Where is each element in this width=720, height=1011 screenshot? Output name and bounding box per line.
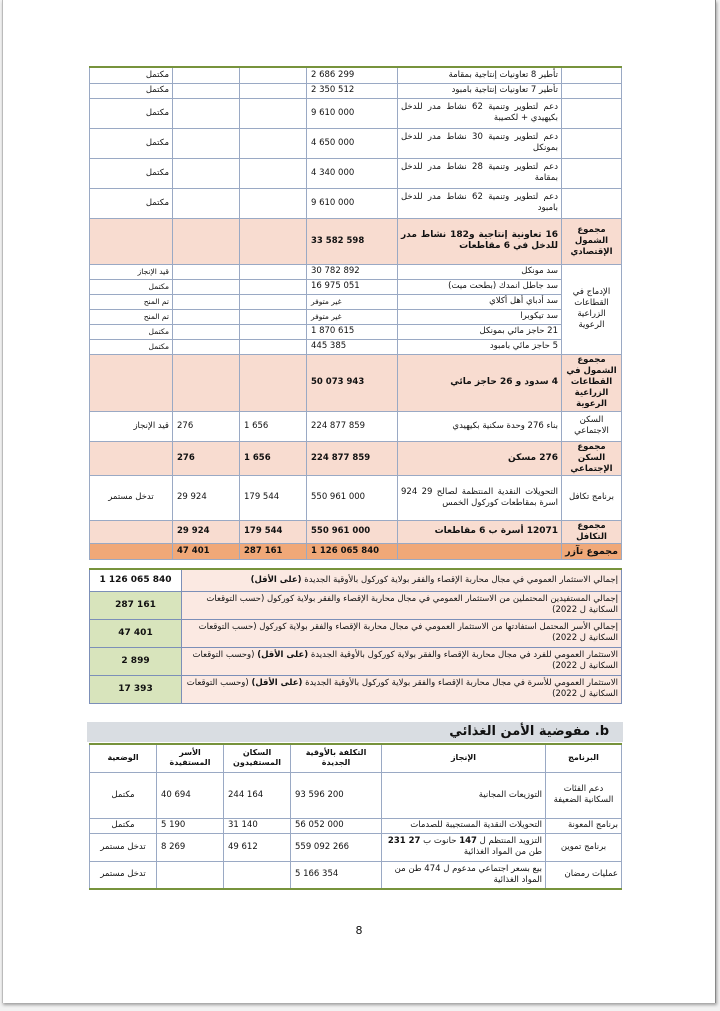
section-b-heading: b. مفوضية الأمن الغذائي (87, 722, 623, 742)
fam-cell (173, 83, 240, 98)
program-cell: مجموع السكن الإجتماعي (562, 441, 622, 475)
activity-cell: دعم لتطوير وتنمية 62 نشاط مدر للدخل بامبود (398, 188, 562, 218)
status-cell (90, 441, 173, 475)
cost-cell: 550 961 000 (307, 520, 398, 543)
cost-cell: 5 166 354 (291, 861, 382, 889)
pop-cell (240, 279, 307, 294)
activity-cell: تأطير 7 تعاونيات إنتاجية بامبود (398, 83, 562, 98)
total-label-cell: مجموع تآزر (562, 543, 622, 559)
table-row-total-housing (90, 441, 622, 475)
fam-cell: 47 401 (173, 543, 240, 559)
program-cell: برنامج المعونة (546, 818, 622, 833)
fam-cell (173, 264, 240, 279)
program-cell (562, 67, 622, 83)
activity-cell: التزويد المنتظم ل 147 حانوت ب 27 231 طن من المواد الغذائية (382, 833, 546, 861)
program-cell: دعم الفئات السكانية الضعيفة (546, 772, 622, 818)
table-row-total-taazur (90, 543, 622, 559)
status-cell (90, 354, 173, 411)
status-cell: مكتمل (90, 188, 173, 218)
summary-text: الاستثمار العمومي للأسرة في مجال محاربة الإقصاء والفقر بولاية كوركول بالأوقية الجديدة (على الأقل) (وحسب التوقعات السكانية ل 2022) (182, 675, 622, 703)
pop-cell (240, 324, 307, 339)
status-cell: مكتمل (90, 158, 173, 188)
table-row (90, 411, 622, 441)
table-row (90, 772, 622, 818)
program-cell (562, 188, 622, 218)
pop-cell (240, 294, 307, 309)
header-fam: الأسر المستفيدة (157, 744, 224, 772)
program-cell: السكن الاجتماعي (562, 411, 622, 441)
status-cell: مكتمل (90, 324, 173, 339)
table-row (90, 309, 622, 324)
program-cell (562, 98, 622, 128)
summary-text: إجمالي الاستثمار العمومي في مجال محاربة الإقصاء والفقر بولاية كوركول بالأوقية الجديدة (على الأقل) (182, 569, 622, 591)
cost-cell: 550 961 000 (307, 475, 398, 520)
program-cell (562, 83, 622, 98)
table-row (90, 339, 622, 354)
program-cell: برنامج تكافل (562, 475, 622, 520)
fam-cell (173, 158, 240, 188)
cost-cell: 33 582 598 (307, 218, 398, 264)
fam-cell (173, 279, 240, 294)
pop-cell (240, 264, 307, 279)
cost-cell: 56 052 000 (291, 818, 382, 833)
table-row (90, 128, 622, 158)
table-row (90, 861, 622, 889)
status-cell: مكتمل (90, 128, 173, 158)
summary-row (90, 569, 622, 591)
fam-cell: 276 (173, 441, 240, 475)
summary-row (90, 675, 622, 703)
status-cell: مكتمل (90, 67, 173, 83)
pop-cell (240, 98, 307, 128)
table-row (90, 67, 622, 83)
pop-cell (240, 158, 307, 188)
cost-cell: 2 350 512 (307, 83, 398, 98)
fam-cell: 29 924 (173, 520, 240, 543)
pop-cell: 179 544 (240, 475, 307, 520)
fam-cell: 40 694 (157, 772, 224, 818)
pop-cell: 31 140 (224, 818, 291, 833)
table-row (90, 833, 622, 861)
fam-cell (173, 98, 240, 128)
status-cell: تم المنح (90, 309, 173, 324)
activity-cell: التحويلات النقدية المنتظمة لصالح 29 924 اسرة بمقاطعات كوركول الخمس (398, 475, 562, 520)
status-cell (90, 218, 173, 264)
summary-value: 47 401 (90, 619, 182, 647)
fam-cell: 29 924 (173, 475, 240, 520)
table-row (90, 475, 622, 520)
summary-text: إجمالي الأسر المحتمل استفادتها من الاستثمار العمومي في مجال محاربة الإقصاء والفقر بولاية كوركول (حسب التوقعات السكانية ل 2022) (182, 619, 622, 647)
pop-cell: 1 656 (240, 441, 307, 475)
table-row (90, 294, 622, 309)
cost-cell: غير متوفر (307, 309, 398, 324)
status-cell: تدخل مستمر (90, 861, 157, 889)
pop-cell (240, 309, 307, 324)
table-row (90, 324, 622, 339)
status-cell: مكتمل (90, 83, 173, 98)
program-cell: مجموع الشمول الإقتصادي (562, 218, 622, 264)
activity-cell (398, 543, 562, 559)
activity-cell: التحويلات النقدية المستجيبة للصدمات (382, 818, 546, 833)
cost-cell: 445 385 (307, 339, 398, 354)
cost-cell: 559 092 266 (291, 833, 382, 861)
activity-cell: 276 مسكن (398, 441, 562, 475)
program-cell: الإدماج في القطاعات الزراعية الرعوية (562, 264, 622, 354)
activity-cell: 16 تعاونية إنتاجية و182 نشاط مدر للدخل في 6 مقاطعات (398, 218, 562, 264)
activity-cell: دعم لتطوير وتنمية 30 نشاط مدر للدخل بمونكل (398, 128, 562, 158)
activity-cell: 21 حاجز مائي بمونكل (398, 324, 562, 339)
fam-cell (173, 309, 240, 324)
fam-cell (173, 339, 240, 354)
fam-cell (173, 218, 240, 264)
pop-cell (240, 339, 307, 354)
cost-cell: 1 126 065 840 (307, 543, 398, 559)
program-cell (562, 128, 622, 158)
table-row-total-econ (90, 218, 622, 264)
status-cell: مكتمل (90, 98, 173, 128)
fam-cell (173, 354, 240, 411)
program-cell: مجموع التكافل (562, 520, 622, 543)
pop-cell (240, 128, 307, 158)
activity-cell: بيع بسعر اجتماعي مدعوم ل 474 طن من المواد الغذائية (382, 861, 546, 889)
activity-cell: سد مونكل (398, 264, 562, 279)
pop-cell: 287 161 (240, 543, 307, 559)
pop-cell (240, 188, 307, 218)
fam-cell (173, 188, 240, 218)
cost-cell: 224 877 859 (307, 411, 398, 441)
cost-cell: 224 877 859 (307, 441, 398, 475)
status-cell: قيد الإنجاز (90, 264, 173, 279)
summary-table (89, 568, 622, 704)
cost-cell: 4 650 000 (307, 128, 398, 158)
table-row (90, 188, 622, 218)
activity-cell: سد تيكوبرا (398, 309, 562, 324)
status-cell: تدخل مستمر (90, 833, 157, 861)
fam-cell (173, 128, 240, 158)
summary-value: 2 899 (90, 647, 182, 675)
status-cell: مكتمل (90, 818, 157, 833)
cost-cell: 1 870 615 (307, 324, 398, 339)
summary-value: 1 126 065 840 (90, 569, 182, 591)
program-cell: برنامج تموين (546, 833, 622, 861)
summary-value: 17 393 (90, 675, 182, 703)
header-status: الوضعية (90, 744, 157, 772)
header-pop: السكان المستفيدون (224, 744, 291, 772)
header-activity: الإنجاز (382, 744, 546, 772)
program-cell: عمليات رمضان (546, 861, 622, 889)
table-row (90, 158, 622, 188)
pop-cell (240, 354, 307, 411)
activity-cell: سد أدباي أهل أكلاي (398, 294, 562, 309)
pop-cell (240, 83, 307, 98)
cost-cell: غير متوفر (307, 294, 398, 309)
program-cell (562, 158, 622, 188)
pop-cell (240, 67, 307, 83)
fam-cell (157, 861, 224, 889)
food-security-table (89, 743, 622, 890)
summary-row (90, 591, 622, 619)
summary-text: الاستثمار العمومي للفرد في مجال محاربة الإقصاء والفقر بولاية كوركول بالأوقية الجديدة (على الأقل) (وحسب التوقعات السكانية ل 2022) (182, 647, 622, 675)
table-row (90, 264, 622, 279)
fam-cell: 5 190 (157, 818, 224, 833)
cost-cell: 30 782 892 (307, 264, 398, 279)
fam-cell (173, 294, 240, 309)
status-cell: مكتمل (90, 339, 173, 354)
fam-cell: 8 269 (157, 833, 224, 861)
activity-cell: دعم لتطوير وتنمية 28 نشاط مدر للدخل بمقامة (398, 158, 562, 188)
table-row-total-takaful (90, 520, 622, 543)
taazur-table (89, 66, 622, 560)
page-number: 8 (355, 924, 363, 937)
activity-cell: تأطير 8 تعاونيات إنتاجية بمقامة (398, 67, 562, 83)
header-cost: التكلفة بالأوقية الجديدة (291, 744, 382, 772)
cost-cell: 16 975 051 (307, 279, 398, 294)
cost-cell: 93 596 200 (291, 772, 382, 818)
status-cell (90, 543, 173, 559)
status-cell: قيد الإنجاز (90, 411, 173, 441)
table-row (90, 83, 622, 98)
table-row (90, 279, 622, 294)
activity-cell: 12071 أسرة ب 6 مقاطعات (398, 520, 562, 543)
status-cell: تم المنح (90, 294, 173, 309)
header-program: البرنامج (546, 744, 622, 772)
table-row (90, 98, 622, 128)
cost-cell: 2 686 299 (307, 67, 398, 83)
pop-cell: 49 612 (224, 833, 291, 861)
pop-cell (240, 218, 307, 264)
cost-cell: 9 610 000 (307, 188, 398, 218)
pop-cell: 244 164 (224, 772, 291, 818)
table-header-row (90, 744, 622, 772)
activity-cell: سد جاطل انمدك (بطحت ميت) (398, 279, 562, 294)
fam-cell: 276 (173, 411, 240, 441)
cost-cell: 4 340 000 (307, 158, 398, 188)
activity-cell: 5 حاجز مائي بامبود (398, 339, 562, 354)
program-cell: مجموع الشمول في القطاعات الزراعية الرعوية (562, 354, 622, 411)
table-row (90, 818, 622, 833)
activity-cell: بناء 276 وحدة سكنية بكيهيدي (398, 411, 562, 441)
cost-cell: 50 073 943 (307, 354, 398, 411)
pop-cell (224, 861, 291, 889)
summary-text: إجمالي المستفيدين المحتملين من الاستثمار العمومي في مجال محاربة الإقصاء والفقر بولاية كوركول (حسب التوقعات السكانية ل 2022) (182, 591, 622, 619)
document-page (2, 0, 716, 1003)
table-row-total-agri (90, 354, 622, 411)
summary-row (90, 647, 622, 675)
pop-cell: 179 544 (240, 520, 307, 543)
pop-cell: 1 656 (240, 411, 307, 441)
summary-row (90, 619, 622, 647)
summary-value: 287 161 (90, 591, 182, 619)
fam-cell (173, 67, 240, 83)
cost-cell: 9 610 000 (307, 98, 398, 128)
activity-cell: 4 سدود و 26 حاجز مائي (398, 354, 562, 411)
status-cell (90, 520, 173, 543)
fam-cell (173, 324, 240, 339)
status-cell: مكتمل (90, 772, 157, 818)
status-cell: مكتمل (90, 279, 173, 294)
activity-cell: دعم لتطوير وتنمية 62 نشاط مدر للدخل بكيهيدي + لكصيبة (398, 98, 562, 128)
status-cell: تدخل مستمر (90, 475, 173, 520)
activity-cell: التوزيعات المجانية (382, 772, 546, 818)
